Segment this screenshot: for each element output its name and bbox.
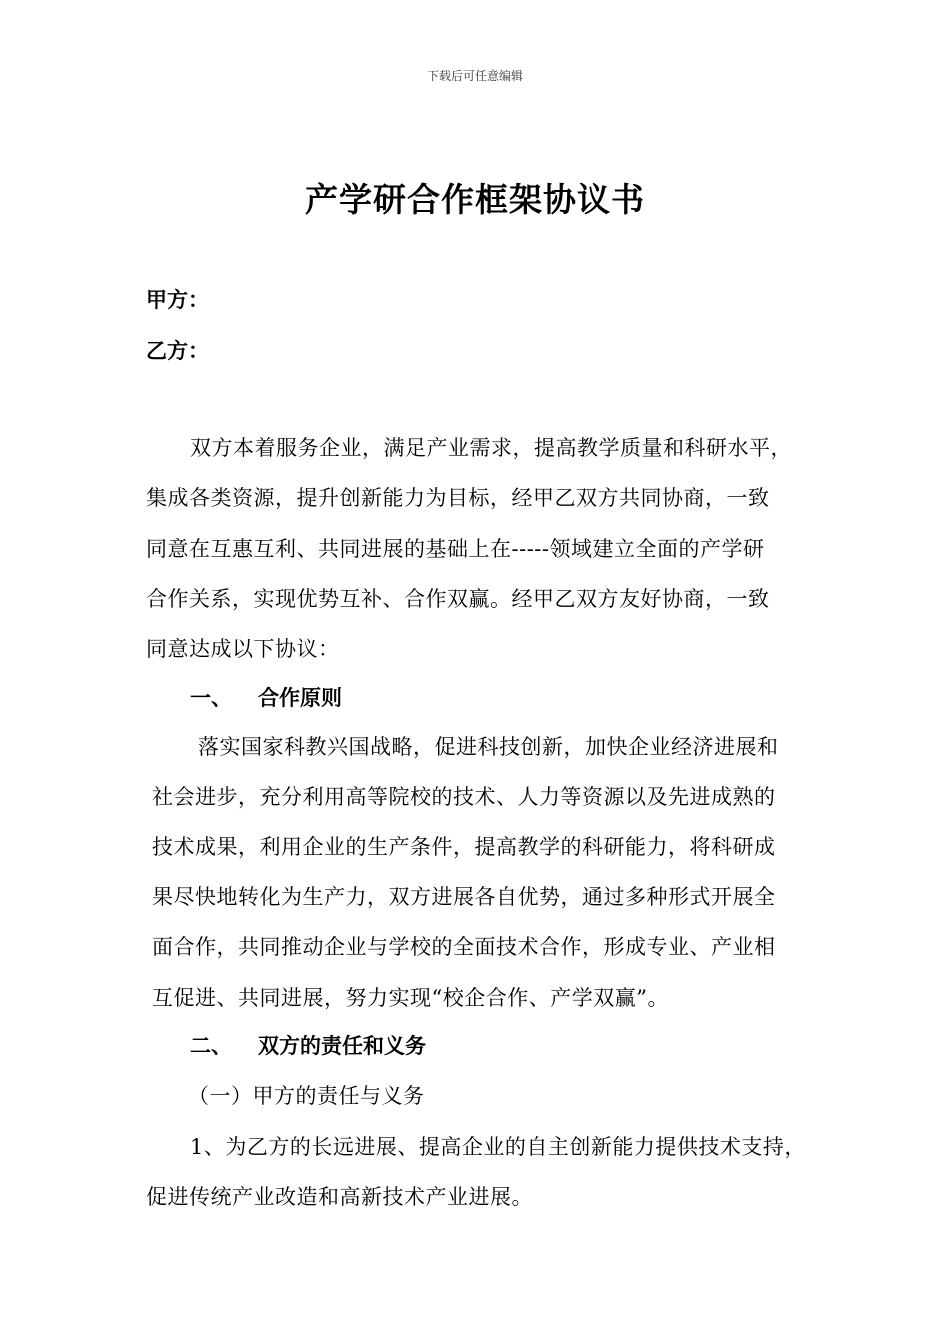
section-2-heading [190,1030,426,1060]
party-b-label: 乙方： [146,339,209,363]
section-1-line: 面合作，共同推动企业与学校的全面技术合作，形成专业、产业相 [152,935,776,959]
section-2-title: 双方的责任和义务 [258,1034,426,1058]
section-2-subheading: （一）甲方的责任与义务 [188,1084,425,1108]
section-1-line: 技术成果，利用企业的生产条件，提高教学的科研能力，将科研成 [152,835,776,859]
intro-line: 集成各类资源，提升创新能力为目标，经甲乙双方共同协商，一致 [146,486,770,510]
section-2-line: 促进传统产业改造和高新技术产业进展。 [146,1185,533,1209]
section-1-line: 落实国家科教兴国战略，促进科技创新，加快企业经济进展和 [198,735,779,759]
section-1-line: 社会进步，充分利用高等院校的技术、人力等资源以及先进成熟的 [152,785,776,809]
section-2-line: 1、为乙方的长远进展、提高企业的自主创新能力提供技术支持， [190,1135,806,1159]
party-a-label: 甲方： [146,288,209,312]
section-1-line: 互促进、共同进展，努力实现“校企合作、产学双赢”。 [152,986,669,1010]
intro-line: 合作关系，实现优势互补、合作双赢。经甲乙双方友好协商，一致 [146,587,770,611]
section-1-title: 合作原则 [258,686,342,710]
section-1-heading [190,682,342,712]
intro-line: 同意达成以下协议： [146,637,340,661]
section-1-line: 果尽快地转化为生产力，双方进展各自优势，通过多种形式开展全 [152,885,776,909]
document-title: 产学研合作框架协议书 [305,180,645,219]
section-1-number: 一、 [190,686,232,710]
section-2-number: 二、 [190,1034,232,1058]
intro-line: 双方本着服务企业，满足产业需求，提高教学质量和科研水平， [190,436,792,460]
intro-line: 同意在互惠互利、共同进展的基础上在-----领域建立全面的产学研 [146,537,765,561]
header-note: 下载后可任意编辑 [426,69,523,83]
